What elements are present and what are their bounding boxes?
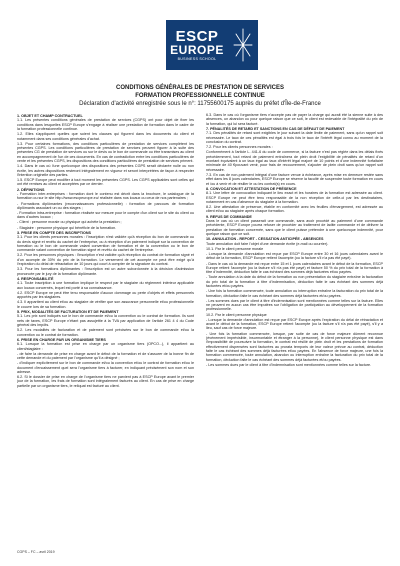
terms-column-left — [17, 113, 194, 546]
logo-line-escp: ESCP — [175, 27, 219, 45]
clause-paragraph: 7.3. En cas de non-paiement intégral d'une facture venue à échéance, après mise en demeure restée sans effet dans les 8 jours calendaires, ESCP Europe se réserve la faculté de suspendre toute formation en cours et /ou à venir et de résilier le ou les contrat(s) en cours. — [206, 172, 383, 186]
clause-paragraph: 6.1. Lorsque la formation est prise en charge par un organisme tiers (OPCO...), il appartient au client/stagiaire : — [17, 342, 194, 351]
clause-paragraph: - Les sommes dues par le client à titre d'indemnisation sont mentionnées comme telles sur la facture. Elles ne peuvent en aucun cas être imputées sur l'obligation de participation au développement de la formation professionnelle. — [206, 298, 383, 312]
section-heading: 2. DÉFINITIONS — [17, 187, 45, 192]
clause-paragraph: 3.3. Pour les formations diplômantes : l'inscription est un autre subordonnée à la décision d'admission prononcée par le jury de la formation diplômante. — [17, 267, 194, 276]
section-heading: 3. PRISE EN COMPTE DES INSCRIPTIONS — [17, 230, 91, 235]
clause-paragraph: 1.2. Elles s'appliquent quelles que soient les clauses qui figurent dans les documents du client et notamment dans ses conditions générales d'achat. — [17, 132, 194, 141]
clause-paragraph: 1.5. ESCP Europe peut modifier à tout moment les présentes CGPS. Les CGPS applicables sont celles qui ont été remises au client et acceptées par ce dernier. — [17, 178, 194, 187]
clause-paragraph: 4.2. ESCP Europe ne peut être tenu responsable d'aucun dommage ou perte d'objets et effets personnels apportés par les stagiaires. — [17, 290, 194, 300]
clause-paragraph: Dans le cas où un client passerait une commande, sans avoir procédé au paiement d'une commande précédente, ESCP Europe pourra refuser de procéder au traitement de ladite commande et de délivrer la prestation de formation concernée, sans que le client puisse prétendre à une quelconque indemnité, pour quelque raison que ce soit. — [206, 219, 383, 237]
clause-paragraph: 8.1. Une lettre de convocation indiquant le lieu exact et les horaires de la formation est adressée au client. ESCP Europe ne peut être tenu responsable de la non réception de celle-ci par les destinataires, notamment en cas d'absence du stagiaire à la formation. — [206, 191, 383, 204]
clause-paragraph: - Une fois la formation commencée, lorsque, par suite de cas de force majeure dûment reconnue (événement imprévisible, insurmontable et étranger à la personne), le client personne physique est dans l'impossibilité de poursuivre la formation, le contrat est résilié de plein droit et les prestations de formation effectivement dispensées sont facturées au prorata temporis de leur valeur prévue au contrat, déduction faite le cas échéant des sommes déjà facturées et/ou payées. En l'absence de force majeure, une fois la formation commencée, toute annulation, abandon ou interruption entraîne la facturation du prix total de la formation, déduction faite le cas échéant des sommes déjà facturées et/ou payées. — [206, 331, 383, 362]
document-subtitle: FORMATION PROFESSIONNELLE CONTINUE — [135, 93, 265, 99]
clause-paragraph: - de faire la demande de prise en charge avant le début de la formation et de s'assurer de la bonne fin de cette demande et du paiement par l'organisme qu'il a désigné ; — [17, 351, 194, 361]
clause-paragraph: 6.3. Dans le cas où l'organisme tiers n'accepte pas de payer la charge qui aurait été la sienne suite à des absences, un abandon ou pour quelque raison que ce soit, le client est redevable de l'intégralité du prix de la formation, qui lui sera facturé. — [206, 113, 383, 126]
clause-paragraph: Conformément à l'article L. 441-6 du code de commerce, si la facture n'est pas réglée dans les délais fixés précédemment, tout retard de paiement entraînera de plein droit l'exigibilité de pénalités de retard d'un montant équivalent à un taux égal au taux d'intérêt légal majoré de 10 points et d'une indemnité forfaitaire minimale de 40 €pouvant venir, pour frais de recouvrement, s'ajouter de plein droit sans qu'un rappel soit nécessaire. — [206, 150, 383, 172]
clause-paragraph: Toute annulation doit faire l'objet d'une demande écrite (e-mail ou courrier). — [206, 241, 329, 246]
clause-paragraph: 5.2. Les modalités de facturation et de paiement sont précisées sur le bon de commande et/ou la convention ou le contrat de formation. — [17, 328, 194, 337]
clause-paragraph: 7.1. Des pénalités de retard sont exigibles le jour suivant la date limite de paiement, sans qu'un rappel soit nécessaire. Le taux de ces pénalités est égal à trois fois le taux de l'intérêt légal connu au moment de la conclusion du contrat. — [206, 131, 383, 145]
document-reference: CGPS – FC – avril 2019 — [17, 550, 55, 554]
clause-paragraph: - Toute annulation à la date du début de la formation ou non présentation du stagiaire entraîne la facturation du prix total de la formation à titre d'indemnisation, déduction faite le cas échéant des sommes déjà facturées et/ou payées. — [206, 275, 383, 289]
logo-line-business-school: BUSINESS SCHOOL — [177, 56, 217, 61]
clause-paragraph: 10.2. Par le client personne physique — [206, 312, 267, 317]
logo-line-europe: EUROPE — [170, 42, 224, 57]
document-title: CONDITIONS GÉNÉRALES DE PRESTATION DE SERVICES — [115, 85, 285, 91]
clause-paragraph: 1.4. Dans le cas où l'une quelconque des dispositions des présentes CGPS serait déclarée nulle ou non écrite, les autres dispositions resteront intégralement en vigueur et seront interprétées de façon à respecter l'intention originelle des parties. — [17, 164, 194, 177]
clause-paragraph: 5.1. Les prix sont indiqués sur le bon de commande et/ou la convention ou le contrat de formation. Ils sont nets de taxes, ESCP Europe n'étant pas assujettie à la TVA par application de l'article 261 4 4 du Code général des impôts. — [17, 314, 194, 328]
section-heading: 5. PRIX, MODALITÉS DE FACTURATION ET DE PAIEMENT — [17, 310, 119, 314]
clause-paragraph: - Lorsque la demande d'annulation est reçue par ESCP Europe entre 30 et 16 jours calendaires avant le début de la formation, ESCP Europe retient l'acompte (ou la facture s'il n'a pas été payé). — [206, 252, 383, 261]
section-heading: 8. CONVOCATION ET ATTESTATION DE PRÉSENCE — [206, 186, 297, 191]
terms-body — [17, 113, 383, 546]
section-heading: 10. ANNULATION - REPORT - CESSATION ANTICIPÉE - ABSENCES — [206, 237, 324, 242]
clause-paragraph: 6.2. Si le dossier de prise en charge de l'organisme tiers ne parvient pas à ESCP Europe avant le premier jour de la formation, les frais de formation sont intégralement facturés au client. En cas de prise en charge partielle par un organisme tiers, le reliquat est facturé au client. — [17, 375, 194, 388]
star-icon — [231, 26, 255, 64]
clause-paragraph: 3.1. Pour les clients personnes morales : l'inscription n'est validée qu'à réception du bon de commande ou du devis signé et revêtu du cachet de l'entreprise, ou à réception d'un paiement indiqué sur la convention de formation ou le bon de commande valant convention de formation et de la convention ou le bon de commande valant convention de formation signé et revêtu du cachet de l'entreprise. — [17, 235, 194, 253]
logo-wordmark — [166, 29, 228, 62]
clause-paragraph: - Client : personne morale ou physique qui achète la prestation ; — [17, 220, 122, 225]
clause-paragraph: 4.3. Il appartient au client et/ou au stagiaire de vérifier que son assurance personnelle et/ou professionnelle le couvre lors de sa formation. — [17, 300, 194, 309]
clause-paragraph: - Stagiaire : personne physique qui bénéficie de la formation. — [17, 225, 117, 230]
clause-paragraph: 10.1. Par le client personne morale — [206, 246, 264, 251]
section-heading: 9. REFUS DE COMMANDE — [206, 214, 252, 219]
clause-paragraph: - Une fois la formation commencée, toute annulation ou interruption entraîne la facturation du prix total de la formation, déduction faite le cas échéant des sommes déjà facturées et/ou payées. — [206, 289, 383, 298]
activity-declaration: Déclaration d'activité enregistrée sous le n°: 11755600175 auprès du préfet d'Île-de-France — [79, 101, 321, 107]
clause-paragraph: 4.1. Toute inscription à une formation implique le respect par le stagiaire du règlement intérieur applicable aux locaux concernés, lequel est porté à sa connaissance. — [17, 281, 194, 290]
clause-paragraph: - Formations diplômantes (reconnaissances professionnelle) : formation de parcours de formation diplômants associant un ou des stages ; — [17, 201, 194, 210]
clause-paragraph: - Dans le cas où la demande est reçue entre 15 et 1 jours calendaires avant le début de la formation, ESCP Europe retient l'acompte (ou la facture s'il n'a pas été payé) et facture 50 % du prix total de la formation à titre d'indemnité, déduction faite le cas échéant des sommes déjà facturées et/ou payées. — [206, 261, 383, 275]
escp-europe-logo — [166, 20, 258, 70]
terms-column-right — [206, 113, 383, 546]
clause-paragraph: - d'indiquer explicitement sur le bon de commande et/ou la convention et/ou le contrat de formation et/ou le document d'encaissement quel sera l'organisme tiers à facturer, en indiquant précisément son nom et son adresse. — [17, 361, 194, 374]
section-heading: 4. RESPONSABILITÉ — [17, 277, 54, 281]
clause-paragraph: - Lorsque la demande d'annulation est reçue par ESCP Europe après l'expiration du délai de rétractation et avant le début de la formation, ESCP Europe retient l'acompte (ou la facture s'il n'a pas été payé), s'il y a lieu, sauf cas de force majeure. — [206, 317, 383, 331]
section-heading: 6. PRISE EN CHARGE PAR UN ORGANISME TIERS — [17, 337, 106, 342]
section-heading: 1. OBJET ET CHAMP CONTRACTUEL — [17, 114, 83, 118]
clause-paragraph: 1.1. Les présentes conditions générales de prestation de services (CGPS) ont pour objet de fixer les conditions dans lesquelles ESCP Europe s'engage à réaliser une prestation de formation dans le cadre de la formation professionnelle continue. — [17, 118, 194, 132]
section-heading: 7. PÉNALITÉS DE RETARD ET SANCTIONS EN CAS DE DÉFAUT DE PAIEMENT — [206, 127, 345, 132]
clause-paragraph: 1.3. Pour certaines formations, des conditions particulières de prestation de services complètent les présentes CGPS. Les conditions particulières de prestation de services peuvent figurer à la suite des présentes CG de prestation de services ou sur le devis ou le bon de commande ou être transmises au client en accompagnement de l'un de ces documents. En cas de contradiction entre les conditions particulières de vente et les présentes CGPS, les dispositions des conditions particulières de prestation de services priment. — [17, 141, 194, 164]
document-heading — [0, 84, 400, 108]
clause-paragraph: - Formation inter-entreprises : formation dont le contenu est décrit dans la brochure, le catalogue de la formation ou sur le site http://www.escpeurope.eu/ réalisée dans nos locaux ou ceux de nos partenaires ; — [17, 192, 194, 201]
clause-paragraph: - Les sommes dues par le client à titre d'indemnisation sont mentionnées comme telles sur la facture. — [206, 362, 372, 367]
clause-paragraph: 8.2. Une attestation de présence, établie en conformité avec les feuilles d'émargement, est adressée au client et/ou au stagiaire après chaque formation. — [206, 205, 383, 214]
clause-paragraph: - Formation intra-entreprise : formation réalisée sur mesure pour le compte d'un client sur le site du client ou dans d'autres locaux ; — [17, 211, 194, 220]
clause-paragraph: 7.2. Pour les clients personnes morales : — [206, 145, 273, 150]
clause-paragraph: 3.2. Pour les personnes physiques : l'inscription n'est validée qu'à réception du contrat de formation signé et d'un acompte de 30% du prix de la formation. Le versement de cet acompte ne peut être exigé qu'à l'expiration du délai de rétractation de 10 jours qui court à compter de la signature du contrat. — [17, 253, 194, 267]
